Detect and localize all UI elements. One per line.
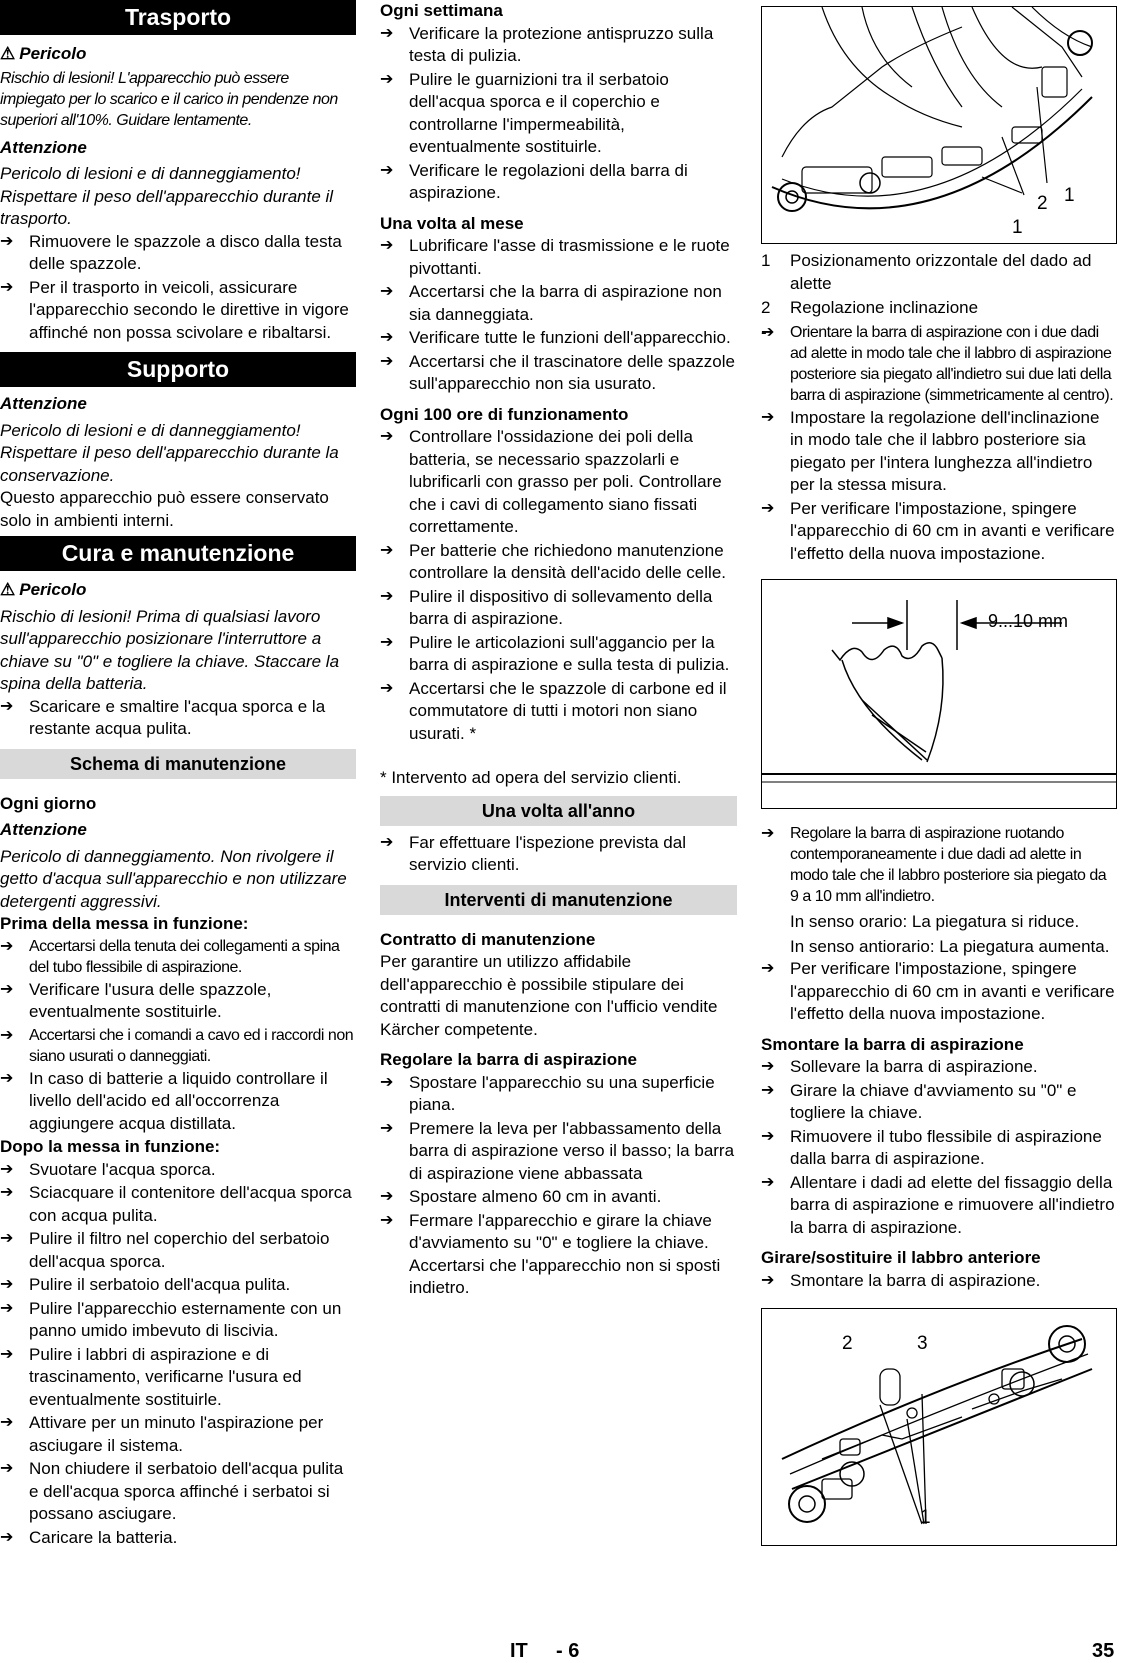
figure-lip-bend (761, 579, 1117, 809)
list-item: ➔ Per il trasporto in veicoli, assicurare l'apparecchio secondo le direttive in vigore affinché non possa scivolare e ribaltarsi. (0, 277, 356, 345)
heading-smontare: Smontare la barra di aspirazione (761, 1034, 1024, 1054)
caution-heading: Attenzione (0, 820, 87, 839)
list-item: ➔ Sciacquare il contenitore dell'acqua sporca con acqua pulita. (0, 1182, 356, 1227)
warning-heading: ⚠ Pericolo (0, 580, 87, 599)
list-item: ➔ Attivare per un minuto l'aspirazione per asciugare il sistema. (0, 1412, 356, 1457)
verifica-list (761, 958, 1117, 1026)
column-middle (380, 0, 737, 1301)
list-item: ➔ Pulire il filtro nel coperchio del serbatoio dell'acqua sporca. (0, 1228, 356, 1273)
girare-list (761, 1270, 1117, 1293)
smontare-list (761, 1056, 1117, 1239)
list-item: ➔ Accertarsi che i comandi a cavo ed i raccordi non siano usurati o danneggiati. (0, 1025, 356, 1067)
list-item: ➔ Accertarsi che le spazzole di carbone ed il commutatore di tutti i motori non siano usurati. * (380, 678, 737, 746)
list-item: ➔ Verificare l'usura delle spazzole, eventualmente sostituirle. (0, 979, 356, 1024)
figure-label: 1 (1064, 185, 1075, 206)
heading-mese: Una volta al mese (380, 213, 524, 233)
heading-ogni-giorno: Ogni giorno (0, 793, 97, 813)
list-item: ➔ Per batterie che richiedono manutenzione controllare la densità dell'acido delle celle. (380, 540, 737, 585)
list-item: ➔ Pulire le articolazioni sull'aggancio per la barra di aspirazione e sulla testa di pulizia. (380, 632, 737, 677)
paragraph: Questo apparecchio può essere conservato solo in ambienti interni. (0, 488, 329, 530)
heading-ore: Ogni 100 ore di funzionamento (380, 404, 629, 424)
squeegee-bottom-illustration (762, 1309, 1116, 1545)
list-item: ➔ Spostare almeno 60 cm in avanti. (380, 1186, 737, 1209)
heading-regolare: Regolare la barra di aspirazione (380, 1050, 637, 1069)
list-item: ➔ Spostare l'apparecchio su una superficie piana. (380, 1072, 737, 1117)
heading-prima: Prima della messa in funzione: (0, 914, 249, 933)
figure-label: 2 (842, 1333, 853, 1354)
list-item: ➔ Sollevare la barra di aspirazione. (761, 1056, 1117, 1079)
figure-label: 9...10 mm (988, 611, 1069, 631)
settimana-list (380, 23, 737, 205)
list-item: ➔ Accertarsi che il trascinatore delle spazzole sull'apparecchio non sia usurato. (380, 351, 737, 396)
dopo-list (0, 1159, 356, 1550)
list-item: ➔ Svuotare l'acqua sporca. (0, 1159, 356, 1182)
list-item: ➔ Accertarsi della tenuta dei collegamenti a spina del tubo flessibile di aspirazione. (0, 936, 356, 978)
list-item: ➔ Far effettuare l'ispezione prevista dal servizio clienti. (380, 832, 737, 877)
subsection-title-schema: Schema di manutenzione (0, 749, 356, 779)
list-item: ➔ Orientare la barra di aspirazione con i due dadi ad alette in modo tale che il labbro di aspirazione posteriore sia piegato all'indietro sui due lati della barra di aspirazione (simmetricamente al centro). (761, 322, 1117, 406)
warning-text: Rischio di lesioni! Prima di qualsiasi lavoro sull'apparecchio posizionare l'interruttore a chiave su "0" e togliere la chiave. Staccare la spina della batteria. (0, 606, 340, 693)
list-item: ➔ Caricare la batteria. (0, 1527, 356, 1550)
list-item: ➔ Verificare le regolazioni della barra di aspirazione. (380, 160, 737, 205)
list-item: ➔ Non chiudere il serbatoio dell'acqua pulita e dell'acqua sporca affinché i serbatoi si possano asciugare. (0, 1458, 356, 1526)
column-left (0, 0, 356, 1550)
figure-label: 1 (920, 1507, 931, 1528)
list-item: ➔ In caso di batterie a liquido controllare il livello dell'acido ed all'occorrenza aggiungere acqua distillata. (0, 1068, 356, 1136)
caution-heading: Attenzione (0, 394, 87, 413)
list-item: ➔ Lubrificare l'asse di trasmissione e le ruote pivottanti. (380, 235, 737, 280)
caution-text: Pericolo di lesioni e di danneggiamento! Rispettare il peso dell'apparecchio durante la conservazione. (0, 420, 339, 485)
paragraph: In senso orario: La piegatura si riduce. (790, 912, 1080, 931)
warning-triangle-icon: ⚠ (0, 580, 16, 599)
cura-list (0, 696, 356, 741)
list-item: ➔ Controllare l'ossidazione dei poli della batteria, se necessario spazzolarli e lubrificarli con grasso per poli. Controllare che i cavi di collegamento siano fissati correttamente. (380, 426, 737, 539)
caution-text: Pericolo di lesioni e di danneggiamento! Rispettare il peso dell'apparecchio durante il trasporto. (0, 164, 334, 228)
ore-list (380, 426, 737, 745)
list-item: ➔ Pulire il serbatoio dell'acqua pulita. (0, 1274, 356, 1297)
footer-language: IT (510, 1640, 528, 1662)
anno-list (380, 832, 737, 877)
paragraph: In senso antiorario: La piegatura aumenta. (790, 936, 1110, 956)
caution-heading: Attenzione (0, 137, 87, 157)
list-item: ➔ Pulire l'apparecchio esternamente con un panno umido imbevuto di liscivia. (0, 1298, 356, 1343)
footnote: * Intervento ad opera del servizio clienti. (380, 768, 682, 787)
list-item: ➔ Accertarsi che la barra di aspirazione non sia danneggiata. (380, 281, 737, 326)
list-item: ➔ Verificare tutte le funzioni dell'apparecchio. (380, 327, 737, 350)
figure-label: 2 (1037, 193, 1048, 214)
regolare-dadi-list (761, 823, 1117, 907)
prima-list (0, 936, 356, 1136)
figure-squeegee-top (761, 6, 1117, 244)
section-title-supporto: Supporto (0, 352, 356, 387)
section-title-cura: Cura e manutenzione (0, 536, 356, 571)
list-item: ➔ Impostare la regolazione dell'inclinazione in modo tale che il labbro posteriore sia piegato per l'intera lunghezza all'indietro per la stessa misura. (761, 407, 1117, 497)
list-item: ➔ Rimuovere le spazzole a disco dalla testa delle spazzole. (0, 231, 356, 276)
heading-girare: Girare/sostituire il labbro anteriore (761, 1248, 1041, 1267)
legend-item: 2 Regolazione inclinazione (761, 298, 979, 317)
list-item: ➔ Scaricare e smaltire l'acqua sporca e la restante acqua pulita. (0, 696, 356, 741)
list-item: ➔ Pulire le guarnizioni tra il serbatoio dell'acqua sporca e il coperchio e controllarne l'impermeabilità, eventualmente sostituirle. (380, 69, 737, 159)
list-item: ➔ Fermare l'apparecchio e girare la chiave d'avviamento su "0" e togliere la chiave. Accertarsi che l'apparecchio non si sposti indietro. (380, 1210, 737, 1300)
paragraph: Per garantire un utilizzo affidabile dell'apparecchio è possibile stipulare dei contratti di manutenzione con l'ufficio vendite Kärcher competente. (380, 952, 718, 1039)
caution-text: Pericolo di danneggiamento. Non rivolgere il getto d'acqua sull'apparecchio e non utilizzare detergenti aggressivi. (0, 846, 347, 911)
heading-dopo: Dopo la messa in funzione: (0, 1137, 221, 1156)
list-item: ➔ Allentare i dadi ad elette del fissaggio della barra di aspirazione e rimuovere all'indietro la barra di aspirazione. (761, 1172, 1117, 1240)
list-item: ➔ Regolare la barra di aspirazione ruotando contemporaneamente i due dadi ad alette in modo tale che il labbro posteriore sia piegato da 9 a 10 mm all'indietro. (761, 823, 1117, 907)
figure-legend: 1 Posizionamento orizzontale del dado ad alette 2 Regolazione inclinazione - (761, 250, 1117, 320)
footer-local-page: - 6 (556, 1640, 580, 1662)
subsection-title-interventi: Interventi di manutenzione (380, 885, 737, 915)
list-item: ➔ Pulire i labbri di aspirazione e di trascinamento, verificarne l'usura ed eventualmente sostituirle. (0, 1344, 356, 1412)
regolare-list (380, 1072, 737, 1300)
figure-label: 1 (1012, 217, 1023, 238)
figure-label: 3 (917, 1333, 928, 1354)
figure-squeegee-bottom (761, 1308, 1117, 1546)
list-item: ➔ Smontare la barra di aspirazione. (761, 1270, 1117, 1293)
heading-settimana: Ogni settimana (380, 1, 503, 20)
column-right (761, 0, 1117, 1546)
warning-triangle-icon: ⚠ (0, 44, 16, 63)
list-item: ➔ Rimuovere il tubo flessibile di aspirazione dalla barra di aspirazione. (761, 1126, 1117, 1171)
subsection-title-anno: Una volta all'anno (380, 796, 737, 826)
list-item: ➔ Per verificare l'impostazione, spingere l'apparecchio di 60 cm in avanti e verificare l'effetto della nuova impostazione. (761, 958, 1117, 1026)
footer-page-number: 35 (1092, 1640, 1115, 1662)
warning-heading: ⚠ Pericolo (0, 44, 87, 63)
list-item: ➔ Verificare la protezione antispruzzo sulla testa di pulizia. (380, 23, 737, 68)
section-title-trasporto: Trasporto (0, 0, 356, 35)
heading-contratto: Contratto di manutenzione (380, 929, 596, 949)
warning-text: Rischio di lesioni! L'apparecchio può essere impiegato per lo scarico e il carico in pendenze non superiori all'10%. Guidare lentamente. (0, 69, 338, 129)
trasporto-list (0, 231, 356, 345)
list-item: ➔ Per verificare l'impostazione, spingere l'apparecchio di 60 cm in avanti e verificare l'effetto della nuova impostazione. (761, 498, 1117, 566)
list-item: ➔ Premere la leva per l'abbassamento della barra di aspirazione verso il basso; la barra di aspirazione viene abbassata (380, 1118, 737, 1186)
list-item: ➔ Pulire il dispositivo di sollevamento della barra di aspirazione. (380, 586, 737, 631)
regolare-steps (761, 322, 1117, 566)
legend-item: 1 Posizionamento orizzontale del dado ad alette (761, 251, 1092, 293)
list-item: ➔ Girare la chiave d'avviamento su "0" e togliere la chiave. (761, 1080, 1117, 1125)
squeegee-top-illustration (762, 7, 1116, 243)
mese-list (380, 235, 737, 396)
